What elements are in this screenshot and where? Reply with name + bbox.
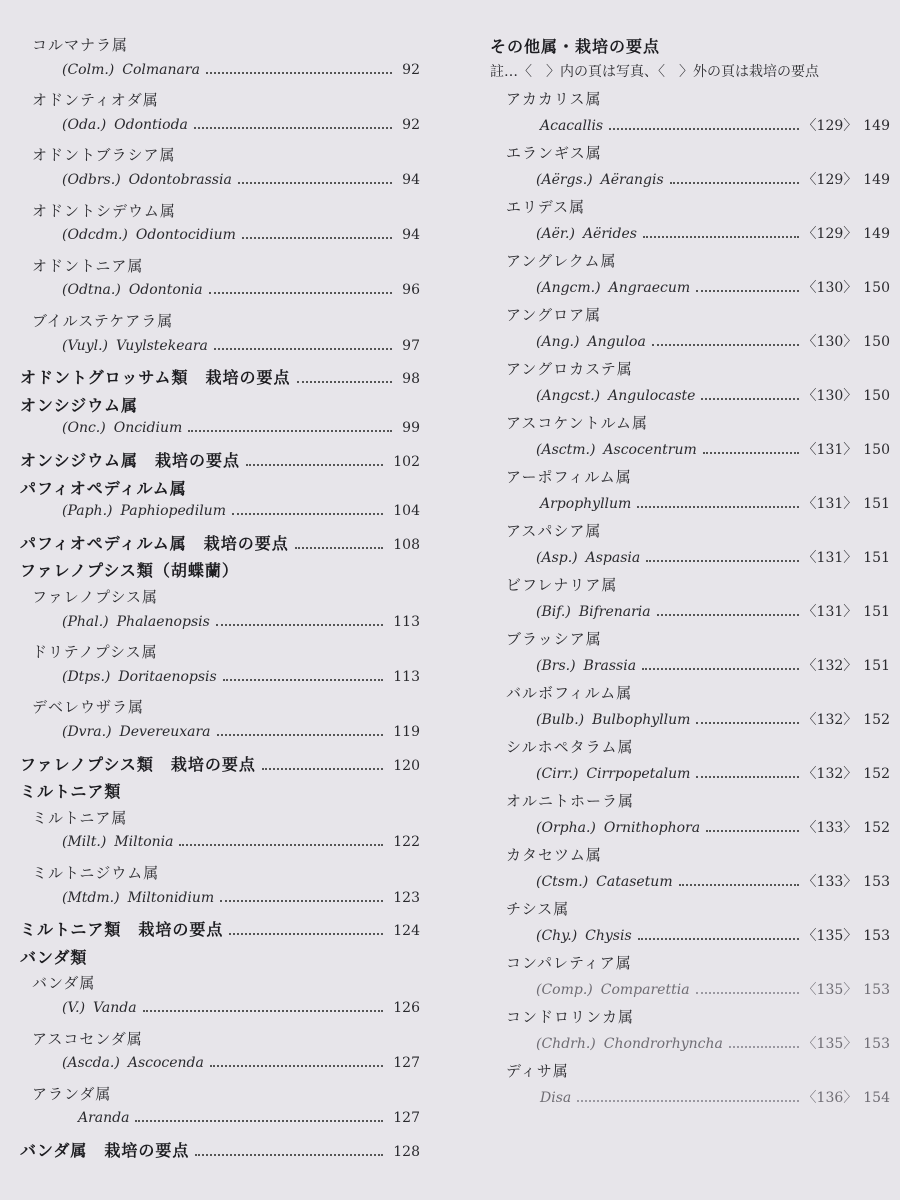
section-title: ファレノプシス類（胡蝶蘭） xyxy=(20,561,239,581)
toc-genus-heading xyxy=(470,1060,890,1084)
genus-abbreviation: (Aër.) xyxy=(536,226,575,242)
genus-name: アスコセンダ属 xyxy=(32,1029,143,1048)
toc-section-heading xyxy=(0,779,420,803)
genus-abbreviation: (Aërgs.) xyxy=(536,172,593,188)
genus-name: エランギス属 xyxy=(506,144,602,162)
genus-abbreviation: (Mtdm.) xyxy=(62,889,120,906)
toc-entry xyxy=(470,385,890,409)
photo-page-ref: 〈135〉 xyxy=(802,1036,858,1052)
leader-dots xyxy=(696,775,798,778)
page-number: 150 xyxy=(863,280,890,296)
page-number: 128 xyxy=(393,1144,420,1160)
toc-section-heading xyxy=(0,945,420,969)
toc-entry xyxy=(470,493,890,517)
toc-entry xyxy=(470,1087,890,1111)
latin-name: Odontioda xyxy=(114,116,188,133)
latin-name: Angulocaste xyxy=(608,388,696,404)
toc-genus-heading xyxy=(470,952,890,976)
latin-name: Anguloa xyxy=(587,334,646,350)
latin-name: Odontocidium xyxy=(135,227,236,244)
photo-page-ref: 〈131〉 xyxy=(802,604,858,620)
section-title: パフィオペディルム属 xyxy=(20,478,187,498)
genus-abbreviation: (Odcdm.) xyxy=(62,227,128,244)
latin-name: Doritaenopsis xyxy=(118,668,217,685)
page-number: 92 xyxy=(402,61,420,78)
toc-genus-heading xyxy=(470,142,890,166)
page-number: 154 xyxy=(863,1090,890,1106)
latin-name: Miltonia xyxy=(114,834,174,851)
genus-name: ミルトニア属 xyxy=(32,808,128,827)
genus-abbreviation: (Angcst.) xyxy=(536,388,601,404)
latin-name: Devereuxara xyxy=(119,724,211,740)
genus-abbreviation: (Bif.) xyxy=(536,604,571,620)
leader-dots xyxy=(642,667,798,670)
latin-name: Ascocentrum xyxy=(603,442,697,458)
photo-page-ref: 〈130〉 xyxy=(802,280,858,296)
page-number: 153 xyxy=(863,1036,890,1052)
page-number: 153 xyxy=(863,982,890,998)
toc-entry xyxy=(0,172,420,196)
toc-section-heading xyxy=(0,1138,420,1162)
genus-name: アスコケントルム属 xyxy=(506,414,649,432)
toc-genus-heading xyxy=(0,255,420,279)
genus-name: ブラッシア属 xyxy=(506,630,602,648)
toc-genus-heading xyxy=(470,628,890,652)
latin-name: Bifrenaria xyxy=(578,604,651,620)
latin-name: Aspasia xyxy=(585,550,641,566)
page-number: 108 xyxy=(393,536,420,553)
toc-genus-heading xyxy=(470,520,890,544)
leader-dots xyxy=(703,451,799,454)
toc-entry xyxy=(0,1000,420,1024)
section-title: ミルトニア類 xyxy=(20,782,122,802)
latin-name: Brassia xyxy=(583,658,637,674)
leader-dots xyxy=(297,380,393,383)
genus-name: ドリテノプシス属 xyxy=(32,643,158,662)
note-text: 註…〈 〉内の頁は写真、〈 〉外の頁は栽培の要点 xyxy=(490,64,819,80)
toc-section-heading xyxy=(0,752,420,776)
page-number: 127 xyxy=(393,1110,420,1127)
page-number: 97 xyxy=(402,337,420,354)
latin-name: Paphiopedilum xyxy=(120,503,226,520)
leader-dots xyxy=(238,181,392,184)
toc-entry xyxy=(470,655,890,679)
toc-entry xyxy=(0,338,420,362)
photo-page-ref: 〈131〉 xyxy=(802,550,858,566)
leader-dots xyxy=(220,899,383,902)
leader-dots xyxy=(262,767,383,770)
toc-genus-heading xyxy=(0,34,420,58)
leader-dots xyxy=(214,347,392,350)
page-number: 150 xyxy=(863,334,890,350)
leader-dots xyxy=(577,1099,798,1102)
latin-name: Arpophyllum xyxy=(540,496,632,512)
genus-abbreviation: (V.) xyxy=(62,1000,86,1016)
genus-abbreviation: (Odbrs.) xyxy=(62,172,121,188)
genus-name: コンドロリンカ属 xyxy=(506,1008,635,1026)
toc-genus-heading xyxy=(0,696,420,720)
genus-name: オドンティオダ属 xyxy=(32,91,159,110)
photo-page-ref: 〈131〉 xyxy=(802,442,858,458)
genus-name: チシス属 xyxy=(506,900,570,918)
photo-page-ref: 〈135〉 xyxy=(802,982,858,998)
page-number: 150 xyxy=(863,388,890,404)
toc-note xyxy=(470,61,890,85)
genus-name: コンパレティア属 xyxy=(506,954,632,972)
photo-page-ref: 〈130〉 xyxy=(802,334,858,350)
page-number: 149 xyxy=(863,172,890,188)
leader-dots xyxy=(232,512,383,515)
toc-entry xyxy=(0,282,420,306)
toc-section-heading xyxy=(0,393,420,417)
leader-dots xyxy=(609,127,798,130)
genus-abbreviation: (Dvra.) xyxy=(62,724,112,740)
genus-name: アスパシア属 xyxy=(506,522,602,540)
page-number: 152 xyxy=(863,712,890,728)
toc-genus-heading xyxy=(470,898,890,922)
toc-genus-heading xyxy=(470,196,890,220)
genus-name: アランダ属 xyxy=(32,1084,112,1103)
genus-name: オルニトホーラ属 xyxy=(506,792,635,810)
toc-entry xyxy=(470,277,890,301)
toc-genus-heading xyxy=(0,641,420,665)
photo-page-ref: 〈132〉 xyxy=(802,658,858,674)
genus-abbreviation: (Dtps.) xyxy=(62,668,111,685)
page-number: 98 xyxy=(402,371,420,388)
latin-name: Comparettia xyxy=(600,982,690,998)
toc-section-heading xyxy=(0,448,420,472)
leader-dots xyxy=(229,932,383,935)
latin-name: Angraecum xyxy=(608,280,691,296)
toc-entry xyxy=(0,724,420,748)
page-number: 149 xyxy=(863,118,890,134)
page-number: 151 xyxy=(863,550,890,566)
toc-entry xyxy=(470,547,890,571)
genus-name: アカカリス属 xyxy=(506,90,602,108)
latin-name: Ornithophora xyxy=(603,820,701,836)
genus-abbreviation: (Comp.) xyxy=(536,982,593,998)
page-number: 126 xyxy=(393,1000,420,1016)
genus-abbreviation: (Colm.) xyxy=(62,61,115,78)
toc-genus-heading xyxy=(0,310,420,334)
toc-entry xyxy=(470,817,890,841)
toc-genus-heading xyxy=(470,358,890,382)
leader-dots xyxy=(217,733,384,736)
toc-genus-heading xyxy=(0,1028,420,1052)
leader-dots xyxy=(209,291,393,294)
leader-dots xyxy=(242,236,392,239)
toc-genus-heading xyxy=(0,200,420,224)
latin-name: Aërides xyxy=(582,226,637,242)
genus-abbreviation: (Bulb.) xyxy=(536,712,585,728)
page-number: 96 xyxy=(402,282,420,299)
page-number: 152 xyxy=(863,766,890,782)
photo-page-ref: 〈130〉 xyxy=(802,388,858,404)
section-title: バンダ類 xyxy=(20,947,88,967)
genus-abbreviation: (Ang.) xyxy=(536,334,580,350)
section-title: オンシジウム属 栽培の要点 xyxy=(20,451,241,470)
page-number: 151 xyxy=(863,496,890,512)
toc-entry xyxy=(0,420,420,444)
genus-abbreviation: (Angcm.) xyxy=(536,280,601,296)
toc-genus-heading xyxy=(470,466,890,490)
toc-entry xyxy=(470,169,890,193)
genus-name: カタセツム属 xyxy=(506,846,602,864)
genus-abbreviation: (Onc.) xyxy=(62,420,106,437)
toc-genus-heading xyxy=(0,1083,420,1107)
genus-abbreviation: (Chy.) xyxy=(536,928,578,944)
page-number: 102 xyxy=(393,454,420,470)
genus-abbreviation: (Paph.) xyxy=(62,503,113,520)
genus-name: ディサ属 xyxy=(506,1062,569,1080)
page-number: 124 xyxy=(393,923,420,940)
genus-abbreviation: (Cirr.) xyxy=(536,766,579,782)
toc-genus-heading xyxy=(470,682,890,706)
leader-dots xyxy=(179,843,383,846)
toc-entry xyxy=(0,890,420,914)
toc-genus-heading xyxy=(470,736,890,760)
page-number: 153 xyxy=(863,928,890,944)
page-number: 94 xyxy=(402,172,420,188)
genus-name: アングロカステ属 xyxy=(506,360,633,378)
latin-name: Aërangis xyxy=(600,172,664,188)
toc-entry xyxy=(470,709,890,733)
toc-entry xyxy=(470,979,890,1003)
toc-section-heading xyxy=(0,531,420,555)
genus-name: アーポフィルム属 xyxy=(506,468,632,486)
genus-name: オドントブラシア属 xyxy=(32,146,176,165)
latin-name: Aranda xyxy=(78,1110,130,1127)
leader-dots xyxy=(729,1045,799,1048)
page-number: 123 xyxy=(393,889,420,906)
toc-genus-heading xyxy=(470,574,890,598)
page-number: 94 xyxy=(402,227,420,244)
genus-name: オドントニア属 xyxy=(32,256,144,275)
photo-page-ref: 〈133〉 xyxy=(802,820,858,836)
photo-page-ref: 〈129〉 xyxy=(802,118,858,134)
section-title: ミルトニア類 栽培の要点 xyxy=(20,920,224,940)
photo-page-ref: 〈135〉 xyxy=(802,928,858,944)
leader-dots xyxy=(652,343,799,346)
genus-name: ファレノプシス属 xyxy=(32,588,159,606)
leader-dots xyxy=(295,546,383,549)
toc-entry xyxy=(470,1033,890,1057)
photo-page-ref: 〈133〉 xyxy=(802,874,858,890)
genus-name: エリデス属 xyxy=(506,198,586,216)
leader-dots xyxy=(194,126,392,129)
toc-entry xyxy=(0,503,420,527)
leader-dots xyxy=(188,429,392,432)
toc-genus-heading xyxy=(0,862,420,886)
toc-entry xyxy=(0,669,420,693)
toc-genus-heading xyxy=(0,807,420,831)
toc-genus-heading xyxy=(470,844,890,868)
genus-abbreviation: (Brs.) xyxy=(536,658,576,674)
toc-entry xyxy=(0,834,420,858)
page-number: 120 xyxy=(393,757,420,774)
photo-page-ref: 〈131〉 xyxy=(802,496,858,512)
genus-name: デベレウザラ属 xyxy=(32,698,145,717)
section-title: パフィオペディルム属 栽培の要点 xyxy=(20,533,289,553)
toc-entry xyxy=(0,1110,420,1134)
latin-name: Vuylstekeara xyxy=(116,337,208,354)
genus-name: バルボフィルム属 xyxy=(506,684,633,702)
genus-abbreviation: (Asp.) xyxy=(536,550,578,566)
toc-entry xyxy=(470,763,890,787)
page-number: 150 xyxy=(863,442,890,458)
genus-name: シルホペタラム属 xyxy=(506,738,634,756)
photo-page-ref: 〈129〉 xyxy=(802,172,858,188)
toc-section-heading xyxy=(0,476,420,500)
genus-abbreviation: (Odtna.) xyxy=(62,282,121,299)
leader-dots xyxy=(657,613,799,616)
page-number: 113 xyxy=(393,668,420,685)
toc-entry xyxy=(470,925,890,949)
section-title: ファレノプシス類 栽培の要点 xyxy=(20,754,256,774)
page-number: 152 xyxy=(863,820,890,836)
leader-dots xyxy=(223,678,384,681)
genus-abbreviation: (Milt.) xyxy=(62,834,107,851)
latin-name: Odontobrassia xyxy=(128,172,232,188)
toc-entry xyxy=(0,117,420,141)
photo-page-ref: 〈129〉 xyxy=(802,226,858,242)
toc-entry xyxy=(470,331,890,355)
leader-dots xyxy=(696,289,798,292)
latin-name: Ascocenda xyxy=(127,1055,204,1072)
latin-name: Odontonia xyxy=(128,282,203,299)
photo-page-ref: 〈132〉 xyxy=(802,712,858,728)
toc-section-heading xyxy=(0,558,420,582)
genus-name: ミルトニジウム属 xyxy=(32,864,160,882)
genus-name: ビフレナリア属 xyxy=(506,576,618,594)
leader-dots xyxy=(246,463,383,466)
latin-name: Catasetum xyxy=(596,874,673,890)
leader-dots xyxy=(696,721,798,724)
leader-dots xyxy=(706,829,798,832)
page-number: 122 xyxy=(393,834,420,851)
genus-abbreviation: (Vuyl.) xyxy=(62,337,108,354)
latin-name: Oncidium xyxy=(113,420,183,437)
latin-name: Colmanara xyxy=(122,61,200,78)
leader-dots xyxy=(210,1064,383,1067)
toc-genus-heading xyxy=(470,790,890,814)
leader-dots xyxy=(701,397,798,400)
genus-name: バンダ属 xyxy=(32,974,96,993)
leader-dots xyxy=(143,1009,384,1012)
toc-entry xyxy=(470,223,890,247)
latin-name: Chondrorhyncha xyxy=(603,1036,723,1052)
leader-dots xyxy=(206,71,392,74)
toc-genus-heading xyxy=(470,304,890,328)
latin-name: Phalaenopsis xyxy=(116,613,210,630)
page-number: 127 xyxy=(393,1055,420,1072)
genus-abbreviation: (Asctm.) xyxy=(536,442,596,458)
toc-entry xyxy=(0,62,420,86)
latin-name: Cirrpopetalum xyxy=(586,766,691,782)
toc-genus-heading xyxy=(470,412,890,436)
latin-name: Miltonidium xyxy=(127,889,215,906)
latin-name: Disa xyxy=(540,1090,572,1106)
genus-abbreviation: (Ascda.) xyxy=(62,1055,120,1072)
latin-name: Chysis xyxy=(585,928,632,944)
page-number: 151 xyxy=(863,658,890,674)
genus-name: オドントシデウム属 xyxy=(32,201,176,220)
genus-name: アングレクム属 xyxy=(506,252,617,270)
latin-name: Vanda xyxy=(93,1000,137,1016)
genus-abbreviation: (Oda.) xyxy=(62,116,107,133)
toc-genus-heading xyxy=(470,1006,890,1030)
toc-entry xyxy=(0,1055,420,1079)
leader-dots xyxy=(135,1119,383,1122)
leader-dots xyxy=(646,559,798,562)
toc-section-heading xyxy=(0,917,420,941)
genus-abbreviation: (Orpha.) xyxy=(536,820,596,836)
toc-entry xyxy=(470,115,890,139)
leader-dots xyxy=(216,623,383,626)
toc-entry xyxy=(470,439,890,463)
page-number: 113 xyxy=(393,613,420,630)
toc-entry xyxy=(0,227,420,251)
leader-dots xyxy=(679,883,799,886)
genus-name: コルマナラ属 xyxy=(32,36,129,54)
page-number: 92 xyxy=(402,116,420,133)
section-title: バンダ属 栽培の要点 xyxy=(20,1141,190,1160)
leader-dots xyxy=(696,991,799,994)
photo-page-ref: 〈136〉 xyxy=(802,1090,858,1106)
toc-genus-heading xyxy=(0,972,420,996)
leader-dots xyxy=(637,505,798,508)
toc-genus-heading xyxy=(470,88,890,112)
page-number: 99 xyxy=(402,420,420,437)
section-title: オンシジウム属 xyxy=(20,395,139,415)
toc-genus-heading xyxy=(0,89,420,113)
page-number: 153 xyxy=(863,874,890,890)
leader-dots xyxy=(643,235,799,238)
genus-abbreviation: (Ctsm.) xyxy=(536,874,589,890)
page-number: 119 xyxy=(393,724,420,740)
genus-abbreviation: (Chdrh.) xyxy=(536,1036,596,1052)
toc-genus-heading xyxy=(470,250,890,274)
leader-dots xyxy=(195,1153,383,1156)
toc-genus-heading xyxy=(0,144,420,168)
leader-dots xyxy=(638,937,799,940)
leader-dots xyxy=(670,181,799,184)
section-title: オドントグロッサム類 栽培の要点 xyxy=(20,368,291,388)
toc-entry xyxy=(0,614,420,638)
section-title: その他属・栽培の要点 xyxy=(490,37,661,56)
genus-name: アングロア属 xyxy=(506,306,602,324)
latin-name: Bulbophyllum xyxy=(592,712,691,728)
page-number: 149 xyxy=(863,226,890,242)
toc-entry xyxy=(470,601,890,625)
toc-section-heading xyxy=(470,34,890,58)
page-number: 104 xyxy=(393,503,420,520)
toc-section-heading xyxy=(0,365,420,389)
latin-name: Acacallis xyxy=(540,118,604,134)
genus-abbreviation: (Phal.) xyxy=(62,613,109,630)
genus-name: ブイルステケアラ属 xyxy=(32,312,174,330)
toc-genus-heading xyxy=(0,586,420,610)
page-number: 151 xyxy=(863,604,890,620)
photo-page-ref: 〈132〉 xyxy=(802,766,858,782)
toc-entry xyxy=(470,871,890,895)
